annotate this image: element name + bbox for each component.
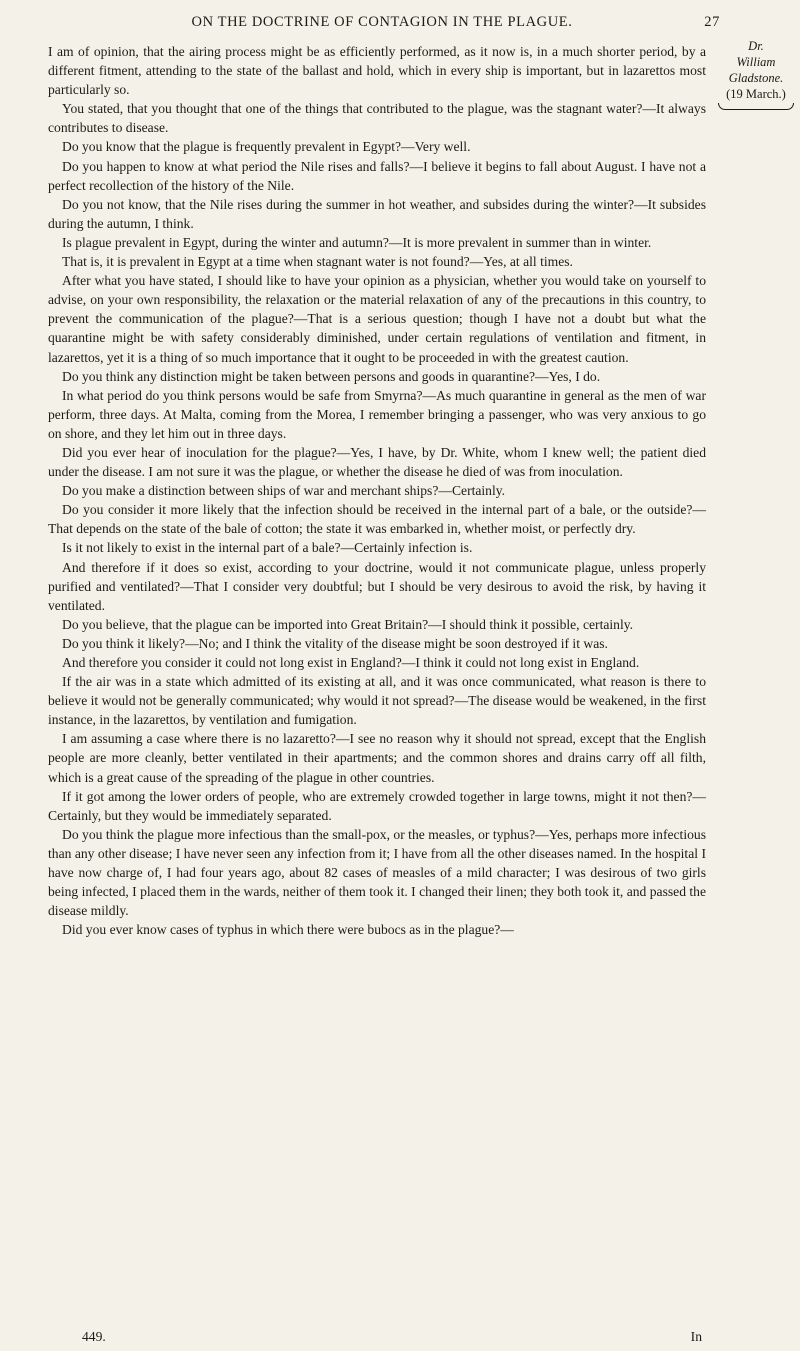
paragraph: If the air was in a state which admitted of its existing at all, and it was once communicated, what reason is there to believe it would not be generally communicated; why would it not spread?—The disease would be weakened, in the first instance, in the lazarettos, by ventilation and fumigation. xyxy=(48,674,706,728)
paragraph: Did you ever hear of inoculation for the plague?—Yes, I have, by Dr. White, whom I knew well; the patient died under the disease. I am not sure it was the plague, or whether the disease he died of was from inoculation. xyxy=(48,444,706,480)
paragraph: I am assuming a case where there is no lazaretto?—I see no reason why it should not spread, except that the English people are more cleanly, better ventilated in their apartments; and the common shores and drains carry off all filth, which is a great cause of the spreading of the plague in other countries. xyxy=(48,731,706,785)
margin-note-prefix: Dr. xyxy=(748,39,764,53)
running-head-title: ON THE DOCTRINE OF CONTAGION IN THE PLAGUE. xyxy=(191,14,573,30)
paragraph: Do you believe, that the plague can be imported into Great Britain?—I should think it possible, certainly. xyxy=(62,616,634,632)
paragraph: Do you know that the plague is frequently prevalent in Egypt?—Very well. xyxy=(62,139,471,155)
paragraph: Do you happen to know at what period the Nile rises and falls?—I believe it begins to fall about August. I have not a perfect recollection of the history of the Nile. xyxy=(48,158,706,193)
paragraph: Do you think the plague more infectious than the small-pox, or the measles, or typhus?—Yes, perhaps more infectious than any other disease; I have never seen any infection from it; I have from all the other diseases named. In the hospital I have now charge of, I had four years ago, about 82 cases of measles of a mild character; I was desirous of two girls being infected, I placed them in the wards, neither of them took it. I changed their linen; they both took it, and passed the disease mildly. xyxy=(48,826,706,919)
paragraph: Did you ever know cases of typhus in which there were bubocs as in the plague?— xyxy=(62,922,514,938)
paragraph: And therefore if it does so exist, according to your doctrine, would it not communicate plague, unless properly purified and ventilated?—That I consider very doubtful; but I should be very desirous to avoid the risk, by having it ventilated. xyxy=(48,559,706,613)
paragraph: I am of opinion, that the airing process might be as efficiently performed, as it now is, in a much shorter period, by a different fitment, attending to the state of the ballast and hold, which in every ship is important, but in lazarettos most particularly so. xyxy=(48,44,706,98)
paragraph: Do you think any distinction might be taken between persons and goods in quarantine?—Yes, I do. xyxy=(62,368,601,384)
paragraph: And therefore you consider it could not long exist in England?—I think it could not long exist in England. xyxy=(62,655,640,670)
paragraph: If it got among the lower orders of people, who are extremely crowded together in large towns, might it not then?—Certainly, but they would be immediately separated. xyxy=(48,788,706,823)
paragraph: You stated, that you thought that one of the things that contributed to the plague, was the stagnant water?—It always contributes to disease. xyxy=(48,101,706,136)
margin-note-name: William Gladstone. xyxy=(728,55,784,85)
testimony-body xyxy=(48,42,706,939)
paragraph: Do you make a distinction between ships of war and merchant ships?—Certainly. xyxy=(62,483,506,499)
paragraph: Do you consider it more likely that the infection should be received in the internal part of a bale, or the outside?—That depends on the state of the bale of cotton; the state it was embarked in, whether moist, or perfectly dry. xyxy=(48,502,706,537)
paragraph: Is plague prevalent in Egypt, during the winter and autumn?—It is more prevalent in summer than in winter. xyxy=(62,234,652,250)
margin-note xyxy=(712,38,800,110)
paragraph: After what you have stated, I should like to have your opinion as a physician, whether you would take on yourself to advise, on your own responsibility, the relaxation or the material relaxation of any of the precautions in this country, to prevent the communication of the plague?—That is a serious question; though I have not a doubt but what the quarantine might be with safety considerably diminished, under certain regulations of ventilation and fitment, in lazarettos, yet it is a thing of so much importance that it ought to be proceeded in with the greatest caution. xyxy=(48,273,706,365)
paragraph: That is, it is prevalent in Egypt at a time when stagnant water is not found?—Yes, at all times. xyxy=(62,254,573,270)
signature-mark: 449. xyxy=(82,1329,106,1344)
page-number: 27 xyxy=(704,14,720,30)
margin-note-date: (19 March.) xyxy=(726,87,786,101)
running-head xyxy=(102,14,720,31)
paragraph: Do you think it likely?—No; and I think the vitality of the disease might be soon destroyed if it was. xyxy=(62,635,608,651)
paragraph: In what period do you think persons would be safe from Smyrna?—As much quarantine in general as the men of war perform, three days. At Malta, coming from the Morea, I remember bringing a passenger, who was very anxious to go on shore, and they let him out in three days. xyxy=(48,387,706,441)
margin-note-brace xyxy=(718,103,794,110)
catchword: In xyxy=(690,1329,702,1344)
paragraph: Is it not likely to exist in the internal part of a bale?—Certainly infection is. xyxy=(62,540,473,556)
paragraph: Do you not know, that the Nile rises during the summer in hot weather, and subsides during the winter?—It subsides during the autumn, I think. xyxy=(48,196,706,231)
